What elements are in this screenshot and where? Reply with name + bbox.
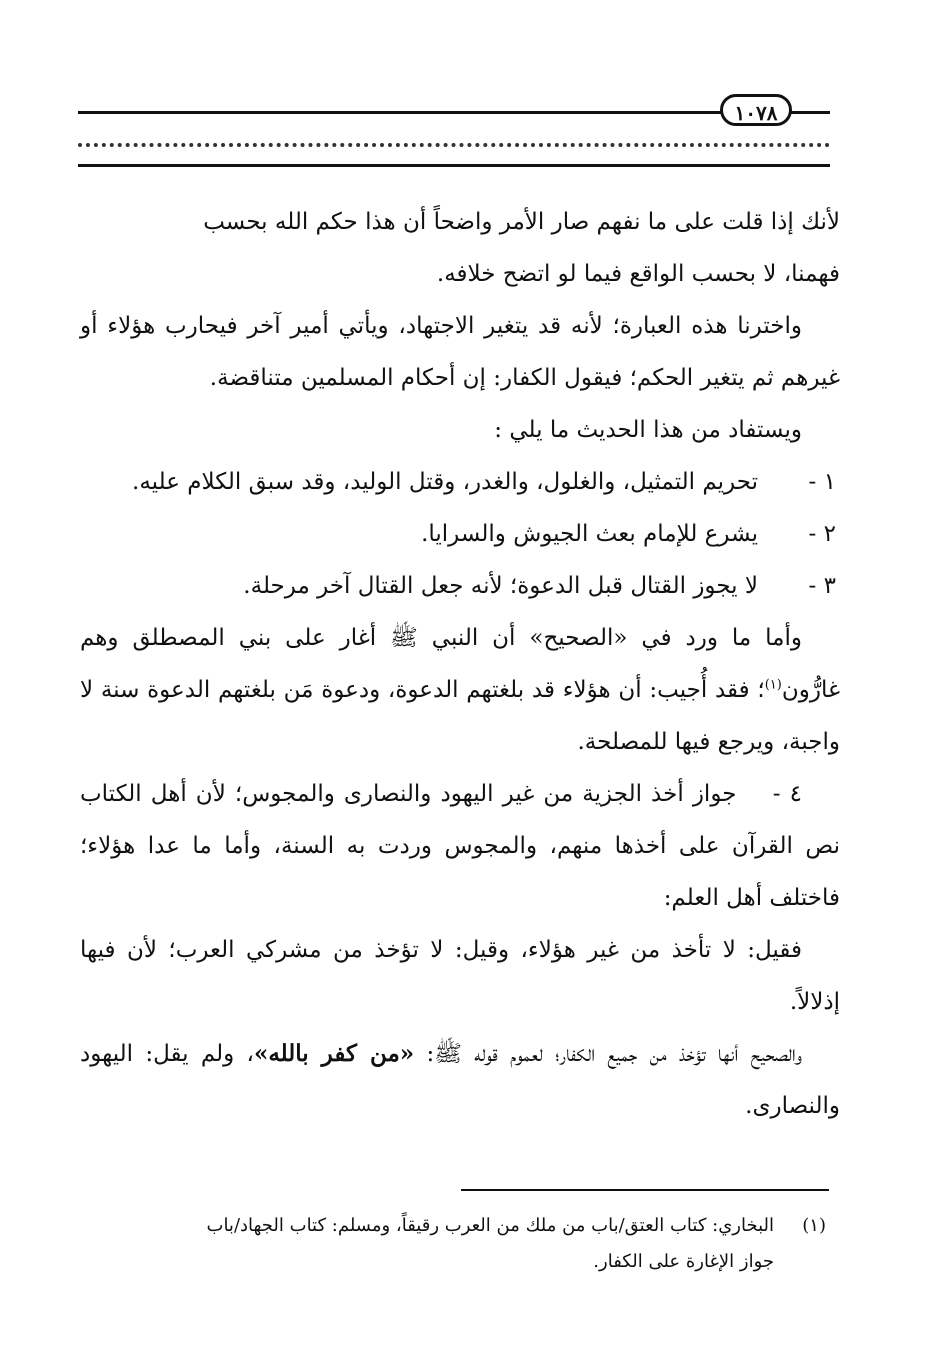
hadith-quote: «من كفر بالله» (253, 1040, 415, 1067)
paragraph-4-part-1: وأما ما ورد في «الصحيح» أن النبي ﷺ أغار على بني المصطلق وهم غارُّون (80, 625, 840, 703)
list-number-1: ١ - (808, 469, 836, 495)
list-item-4 (80, 768, 840, 924)
list-item-1 (80, 456, 840, 508)
footnote-reference[interactable]: (١) (764, 677, 782, 693)
footnote-text-1: البخاري: كتاب العتق/باب من ملك من العرب رقيقاً، ومسلم: كتاب الجهاد/باب (206, 1215, 774, 1236)
paragraph-4-part-2: ؛ فقد أُجيب: أن هؤلاء قد بلغتهم الدعوة، ودعوة مَن بلغتهم الدعوة سنة لا واجبة، ويرجع فيها للمصلحة. (80, 677, 840, 755)
footnote-number: (١) (802, 1215, 826, 1236)
footnote-line-1 (80, 1208, 826, 1244)
paragraph-4 (80, 612, 840, 768)
header-rule-bottom (78, 164, 830, 167)
paragraph-2: واخترنا هذه العبارة؛ لأنه قد يتغير الاجتهاد، ويأتي أمير آخر فيحارب هؤلاء أو غيرهم ثم يتغير الحكم؛ فيقول الكفار: إن أحكام المسلمين متناقضة. (80, 313, 840, 391)
paragraph-6-part-2: ، ولم يقل: اليهود والنصارى. (80, 1041, 840, 1119)
list-item-3 (80, 560, 840, 612)
footnote (80, 1208, 826, 1280)
page-number-badge: ١٠٧٨ (720, 94, 792, 126)
header-dotted-rule (78, 143, 830, 147)
paragraph-1-line-1: لأنك إذا قلت على ما نفهم صار الأمر واضحاً أن هذا حكم الله بحسب (203, 209, 840, 235)
list-number-4: ٤ - (772, 781, 802, 807)
paragraph-3: ويستفاد من هذا الحديث ما يلي : (494, 417, 802, 443)
footnote-line-2: جواز الإغارة على الكفار. (593, 1251, 774, 1272)
footnote-rule (461, 1189, 829, 1191)
header-rule-top (78, 111, 830, 114)
paragraph-6 (80, 1028, 840, 1132)
list-number-2: ٢ - (808, 521, 836, 547)
list-text-4: جواز أخذ الجزية من غير اليهود والنصارى والمجوس؛ لأن أهل الكتاب نص القرآن على أخذها منهم، والمجوس وردت به السنة، وأما ما عدا هؤلاء؛ فاختلف أهل العلم: (80, 781, 840, 911)
list-number-3: ٣ - (808, 573, 836, 599)
main-text (80, 196, 840, 1132)
list-text-1: تحريم التمثيل، والغلول، والغدر، وقتل الوليد، وقد سبق الكلام عليه. (132, 469, 758, 495)
list-text-3: لا يجوز القتال قبل الدعوة؛ لأنه جعل القتال آخر مرحلة. (243, 573, 758, 599)
paragraph-5: فقيل: لا تأخذ من غير هؤلاء، وقيل: لا تؤخذ من مشركي العرب؛ لأن فيها إذلالاً. (80, 937, 840, 1015)
paragraph-6-part-1: والصحيح أنها تؤخذ من جميع الكفار؛ لعموم قوله ﷺ: (414, 1041, 803, 1067)
list-item-2 (80, 508, 840, 560)
paragraph-1-line-2: فهمنا، لا بحسب الواقع فيما لو اتضح خلافه. (436, 261, 840, 287)
list-text-2: يشرع للإمام بعث الجيوش والسرايا. (421, 521, 758, 547)
